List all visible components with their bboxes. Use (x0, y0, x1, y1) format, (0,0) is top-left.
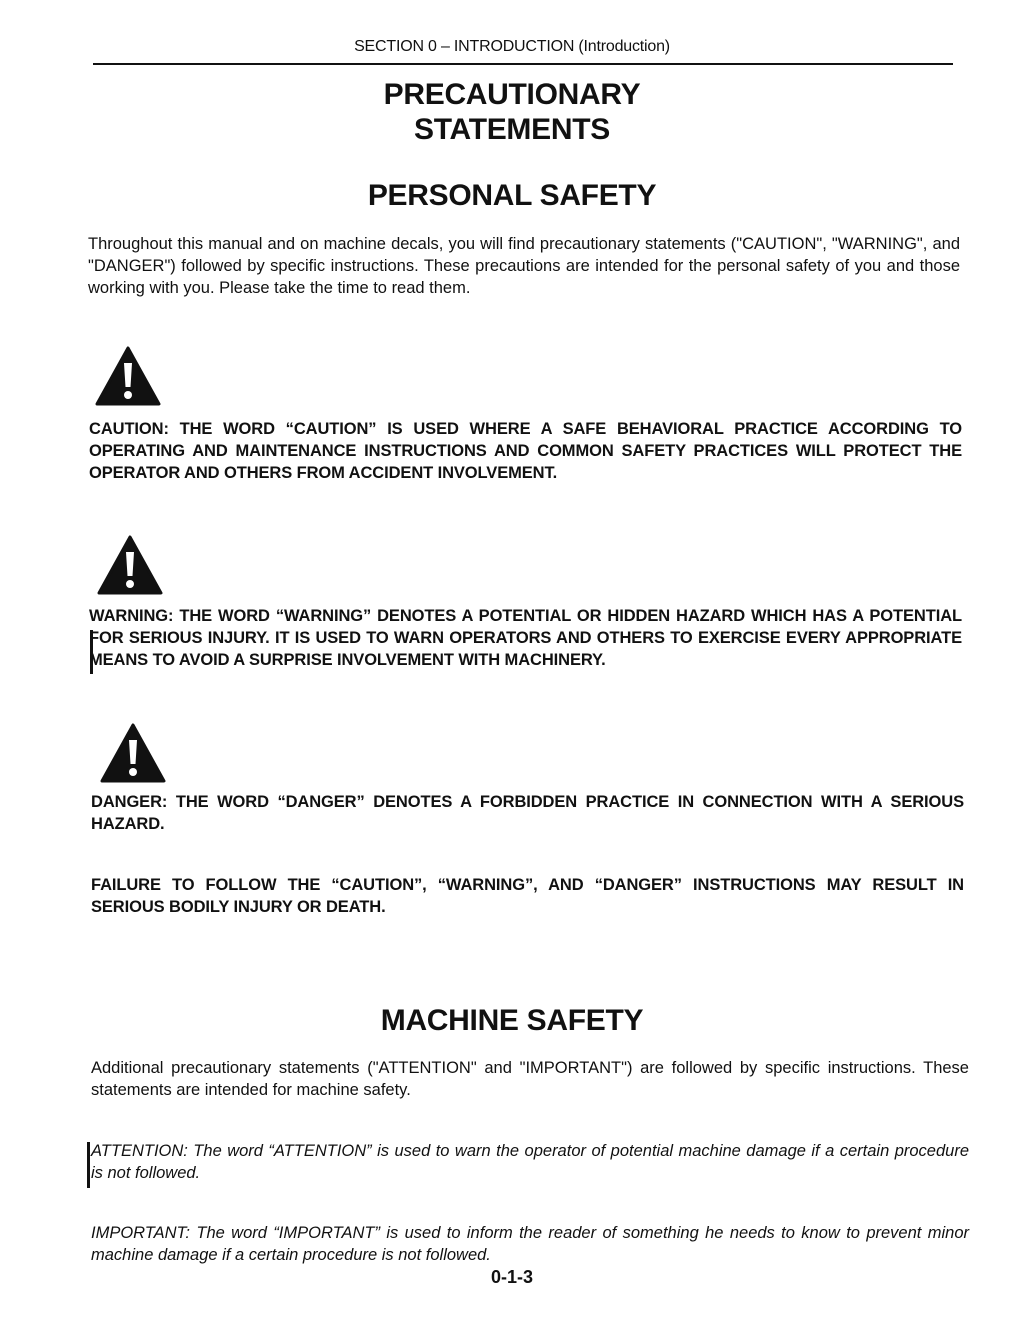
page-number: 0-1-3 (490, 1267, 534, 1287)
header-divider (93, 63, 953, 65)
attention-statement: ATTENTION: The word “ATTENTION” is used to warn the operator of potential machine damage if a certain procedure is not followed. (91, 1142, 969, 1182)
machine-safety-intro: Additional precautionary statements ("ATTENTION" and "IMPORTANT") are followed by specific instructions. These statements are intended for machine safety. (91, 1059, 969, 1099)
page-title-line-1: PRECAUTIONARY (383, 78, 641, 111)
section-header: SECTION 0 – INTRODUCTION (Introduction) (354, 38, 670, 55)
personal-safety-heading: PERSONAL SAFETY (367, 179, 657, 212)
page-title-line-2: STATEMENTS (414, 113, 610, 146)
danger-statement: DANGER: THE WORD “DANGER” DENOTES A FORBIDDEN PRACTICE IN CONNECTION WITH A SERIOUS HAZARD. (91, 793, 964, 833)
danger-warning-triangle-icon (99, 722, 167, 784)
caution-warning-triangle-icon (94, 345, 162, 407)
caution-statement: CAUTION: THE WORD “CAUTION” IS USED WHERE A SAFE BEHAVIORAL PRACTICE ACCORDING TO OPERATING AND MAINTENANCE INSTRUCTIONS AND COMMON SAFETY PRACTICES WILL PROTECT THE OPERATOR AND OTHERS FROM ACCIDENT INVOLVEMENT. (89, 420, 962, 482)
failure-statement: FAILURE TO FOLLOW THE “CAUTION”, “WARNING”, AND “DANGER” INSTRUCTIONS MAY RESULT IN SERIOUS BODILY INJURY OR DEATH. (91, 876, 964, 916)
personal-safety-intro: Throughout this manual and on machine decals, you will find precautionary statements ("CAUTION", "WARNING", and "DANGER") followed by specific instructions. These precautions are intended for the personal safety of you and those working with you. Please take the time to read them. (88, 235, 960, 297)
revision-bar (87, 1142, 90, 1188)
warning-statement: WARNING: THE WORD “WARNING” DENOTES A POTENTIAL OR HIDDEN HAZARD WHICH HAS A POTENTIAL FOR SERIOUS INJURY. IT IS USED TO WARN OPERATORS AND OTHERS TO EXERCISE EVERY APPROPRIATE MEANS TO AVOID A SURPRISE INVOLVEMENT WITH MACHINERY. (89, 607, 962, 669)
important-statement: IMPORTANT: The word “IMPORTANT” is used to inform the reader of something he needs to know to prevent minor machine damage if a certain procedure is not followed. (91, 1224, 969, 1264)
warning-triangle-icon (96, 534, 164, 596)
machine-safety-heading: MACHINE SAFETY (380, 1004, 644, 1037)
